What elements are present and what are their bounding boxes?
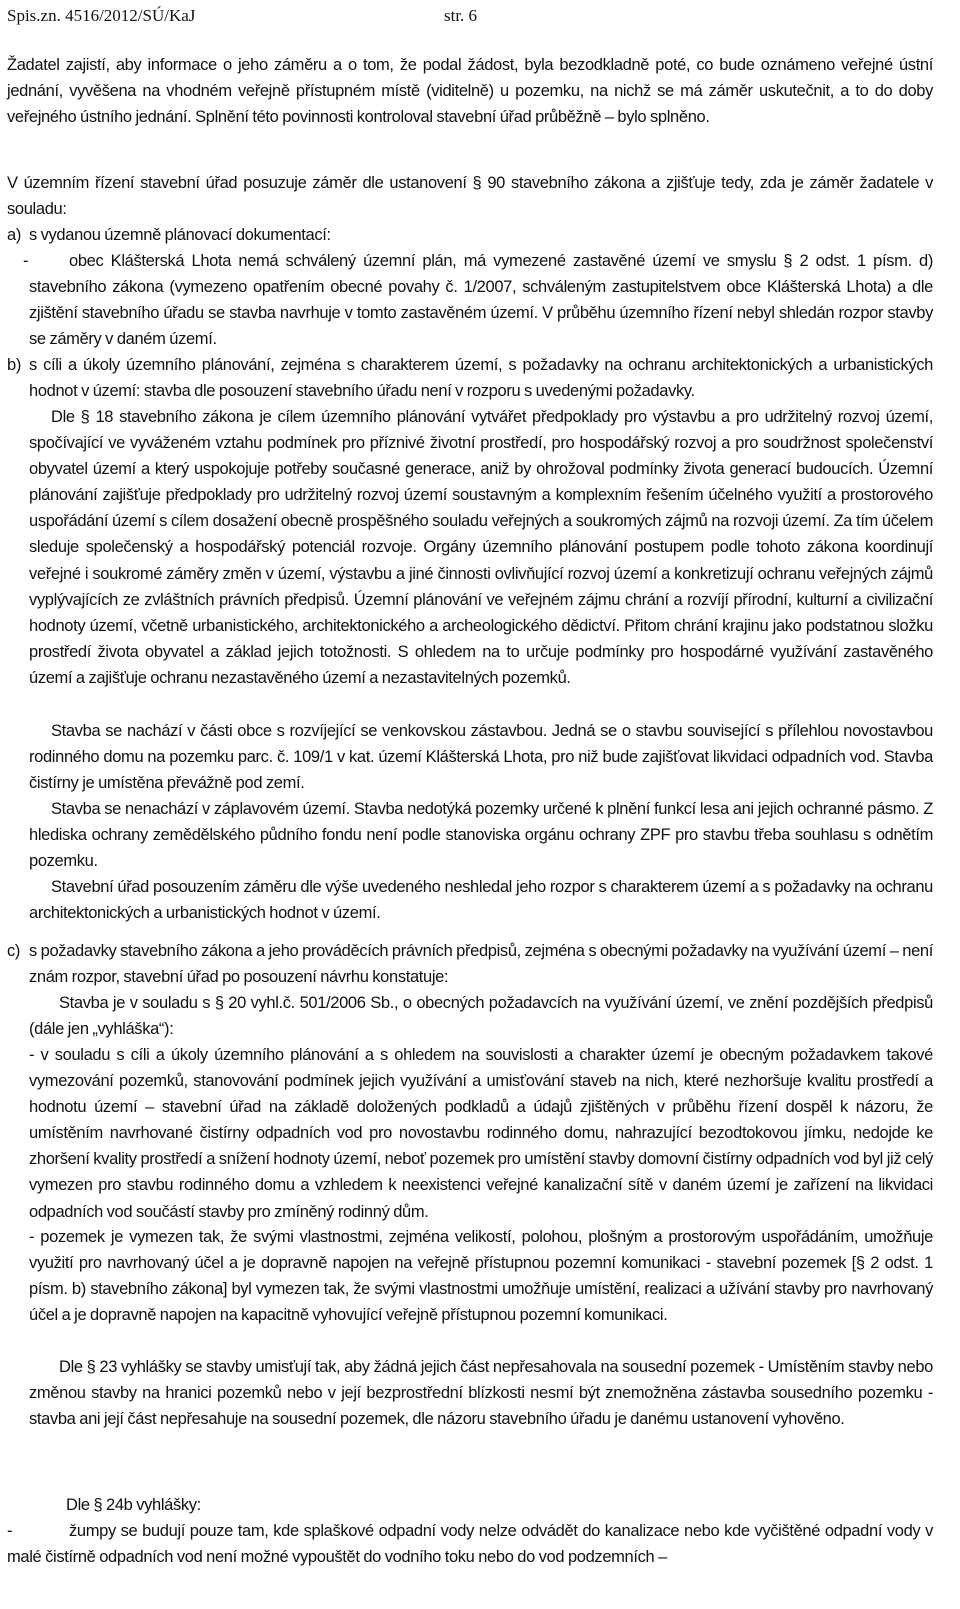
item-a-dash-marker: - xyxy=(23,252,29,270)
item-c-marker: c) xyxy=(7,942,21,960)
item-a-marker: a) xyxy=(7,226,21,244)
item-c-dash3-marker: - xyxy=(7,1522,13,1540)
item-c-text: s požadavky stavebního zákona a jeho prováděcích právních předpisů, zejména s obecnými požadavky na využívání území – není znám rozpor, stavební úřad po posouzení návrhu konstatuje: xyxy=(29,942,933,987)
page-header xyxy=(7,6,478,26)
item-b-marker: b) xyxy=(7,356,21,374)
item-c-dash3-text: žumpy se budují pouze tam, kde splaškové odpadní vody nelze odvádět do kanalizace nebo kde vyčištěné odpadní vody v malé čistírně odpadních vod není možné vypouštět do vodního toku nebo do vod podzemních – xyxy=(7,1522,933,1567)
item-a-text: s vydanou územně plánovací dokumentací: xyxy=(29,226,331,244)
applicant-notice-paragraph: Žadatel zajistí, aby informace o jeho záměru a o tom, že podal žádost, byla bezodkladně poté, co bude oznámeno veřejné ústní jednání, vyvěšena na vhodném veřejně přístupném místě (viditelně) u pozemku, na nichž se má záměr uskutečnit, a to do doby veřejného ústního jednání. Splnění této povinnosti kontroloval stavební úřad průběžně – bylo splněno. xyxy=(7,56,933,127)
item-c-section20-paragraph: Stavba je v souladu s § 20 vyhl.č. 501/2006 Sb., o obecných požadavcích na využívání území, ve znění pozdějších předpisů (dále jen „vyhláška“): xyxy=(29,994,933,1039)
item-b-location-paragraph: Stavba se nachází v části obce s rozvíjející se venkovskou zástavbou. Jedná se o stavbu související s přílehlou novostavbou rodinného domu na pozemku parc. č. 109/1 v kat. území Klášterská Lhota, pro niž bude zajišťovat likvidaci odpadních vod. Stavba čistírny je umístěna převážně pod zemí. xyxy=(29,722,933,793)
item-c-section24b-heading: Dle § 24b vyhlášky: xyxy=(66,1496,201,1514)
item-c-dash1-paragraph: - v souladu s cíli a úkoly územního plánování a s ohledem na souvislosti a charakter území je obecným požadavkem takové vymezování pozemků, stanovování podmínek jejich využívání a umisťování staveb na nich, které nezhoršuje kvalitu prostředí a hodnotu území – stavební úřad na základě doložených podkladů a údajů zjištěných v průběhu řízení dospěl k názoru, že umístěním navrhované čistírny odpadních vod pro novostavbu rodinného domu, nahrazující bezodtokovou jímku, nedojde ke zhoršení kvality prostředí a snížení hodnoty území, neboť pozemek pro umístění stavby domovní čistírny odpadních vod byl již celý vymezen pro stavbu rodinného domu a vzhledem k neexistenci veřejné kanalizační sítě v daném území je zařízení na likvidaci odpadních vod součástí stavby pro zmíněný rodinný dům. xyxy=(29,1046,933,1221)
item-b-section18-paragraph: Dle § 18 stavebního zákona je cílem územního plánování vytvářet předpoklady pro výstavbu a pro udržitelný rozvoj území, spočívající ve vyváženém vztahu podmínek pro příznivé životní prostředí, pro hospodářský rozvoj a pro soudržnost společenství obyvatel území a který uspokojuje potřeby současné generace, aniž by ohrožoval podmínky života generací budoucích. Územní plánování zajišťuje předpoklady pro udržitelný rozvoj území soustavným a komplexním řešením účelného využití a prostorového uspořádání území s cílem dosažení obecně prospěšného souladu veřejných a soukromých zájmů na rozvoji území. Za tím účelem sleduje společenský a hospodářský potenciál rozvoje. Orgány územního plánování postupem podle tohoto zákona koordinují veřejné i soukromé záměry změn v území, výstavbu a jiné činnosti ovlivňující rozvoj území a konkretizují ochranu veřejných zájmů vyplývajících ze zvláštních právních předpisů. Územní plánování ve veřejném zájmu chrání a rozvíjí přírodní, kulturní a civilizační hodnoty území, včetně urbanistického, architektonického a archeologického dědictví. Přitom chrání krajinu jako podstatnou složku prostředí života obyvatel a základ jejich totožnosti. S ohledem na to určuje podmínky pro hospodárné využívání zastavěného území a zajišťuje ochranu nezastavěného území a nezastavitelných pozemků. xyxy=(29,408,933,687)
assessment-intro-paragraph: V územním řízení stavební úřad posuzuje záměr dle ustanovení § 90 stavebního zákona a zjišťuje tedy, zda je záměr žadatele v souladu: xyxy=(7,174,933,219)
item-a-dash-text: obec Klášterská Lhota nemá schválený územní plán, má vymezené zastavěné území ve smyslu § 2 odst. 1 písm. d) stavebního zákona (vymezeno opatřením obecné povahy č. 1/2007, schváleným zastupitelstvem obce Klášterská Lhota) a dle zjištění stavebního úřadu se stavba navrhuje v tomto zastavěném území. V průběhu územního řízení nebyl shledán rozpor stavby se záměry v daném území. xyxy=(29,252,933,349)
item-b-conclusion-paragraph: Stavební úřad posouzením záměru dle výše uvedeného neshledal jeho rozpor s charakterem území a s požadavky na ochranu architektonických a urbanistických hodnot v území. xyxy=(29,878,933,923)
file-reference: Spis.zn. 4516/2012/SÚ/KaJ xyxy=(7,6,196,25)
page-number: str. 6 xyxy=(444,6,478,25)
item-c-section23-paragraph: Dle § 23 vyhlášky se stavby umisťují tak, aby žádná jejich část nepřesahovala na sousední pozemek - Umístěním stavby nebo změnou stavby na hranici pozemků nebo v její bezprostřední blízkosti nesmí být znemožněna zástavba sousedního pozemku - stavba ani její část nepřesahuje na sousední pozemek, dle názoru stavebního úřadu je danému ustanovení vyhověno. xyxy=(29,1358,933,1429)
item-c-dash2-paragraph: - pozemek je vymezen tak, že svými vlastnostmi, zejména velikostí, polohou, plošným a prostorovým uspořádáním, umožňuje využití pro navrhovaný účel a je dopravně napojen na veřejně přístupnou pozemní komunikaci - stavební pozemek [§ 2 odst. 1 písm. b) stavebního zákona] byl vymezen tak, že svými vlastnostmi umožňuje umístění, realizaci a užívání stavby pro navrhovaný účel a je dopravně napojen na kapacitně vyhovující veřejně přístupnou pozemní komunikaci. xyxy=(29,1228,933,1325)
item-b-floodplain-paragraph: Stavba se nenachází v záplavovém území. Stavba nedotýká pozemky určené k plnění funkcí lesa ani jejich ochranné pásmo. Z hlediska ochrany zemědělského půdního fondu není podle stanoviska orgánu ochrany ZPF pro stavbu třeba souhlasu s odnětím pozemku. xyxy=(29,800,933,871)
item-b-text: s cíli a úkoly územního plánování, zejména s charakterem území, s požadavky na ochranu architektonických a urbanistických hodnot v území: stavba dle posouzení stavebního úřadu není v rozporu s uvedenými požadavky. xyxy=(29,356,933,401)
